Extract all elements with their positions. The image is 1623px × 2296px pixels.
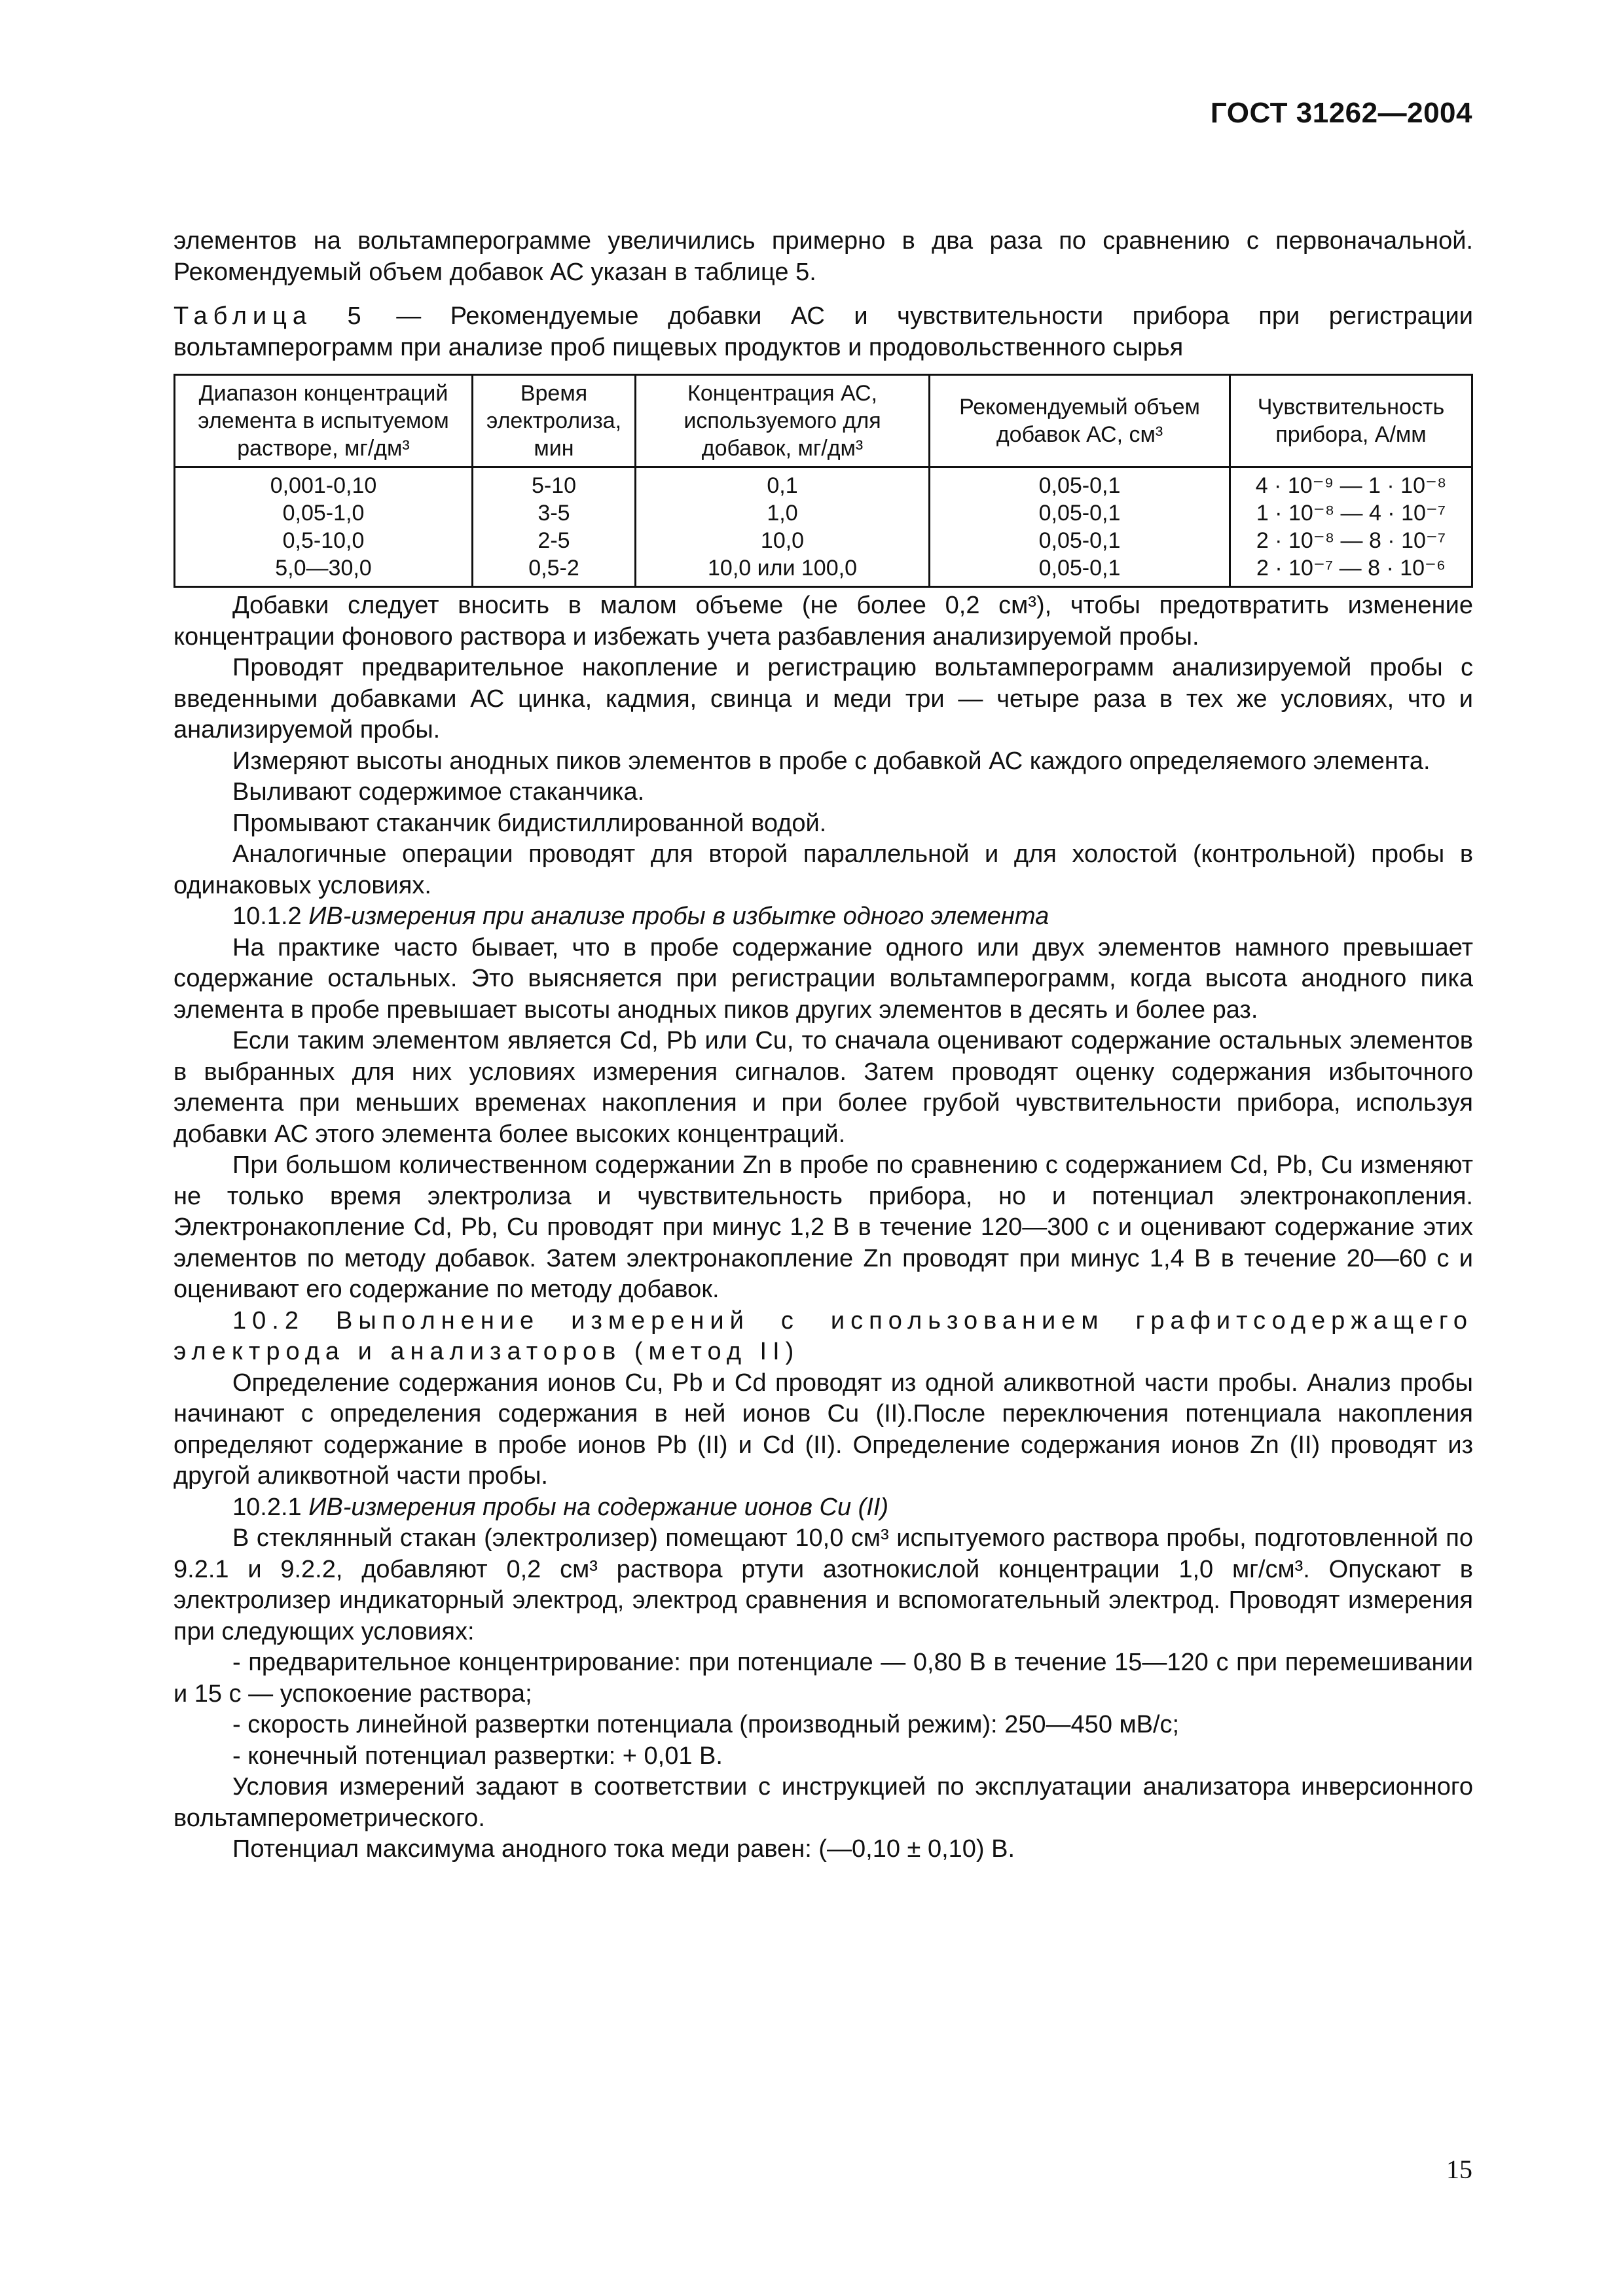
col-sensitivity bbox=[1230, 467, 1472, 587]
paragraph-excess-element: На практике часто бывает, что в пробе содержание одного или двух элементов намного превышает содержание остальных. Это выясняется при регистрации вольтамперограмм, когда высота анодного пика элемента в пробе превышает высоты анодных пиков других элементов в десять и более раз. bbox=[173, 933, 1473, 1024]
header-addition-volume: Рекомендуемый объем добавок АС, см³ bbox=[930, 375, 1230, 467]
table-cell: 1 · 10⁻⁸ — 4 · 10⁻⁷ bbox=[1256, 501, 1446, 526]
paragraph-measure-heights: Измеряют высоты анодных пиков элементов в пробе с добавкой АС каждого определяемого элемента. bbox=[232, 747, 1431, 775]
paragraph-copper-potential: Потенциал максимума анодного тока меди равен: (—0,10 ± 0,10) В. bbox=[232, 1835, 1015, 1863]
table-cell: 5-10 bbox=[531, 473, 577, 498]
col-as-concentration bbox=[636, 467, 930, 587]
header-concentration-range: Диапазон концентраций элемента в испытуемом растворе, мг/дм³ bbox=[175, 375, 473, 467]
table-cell: 0,05-1,0 bbox=[282, 501, 365, 526]
paragraph-accumulation: Проводят предварительное накопление и регистрацию вольтамперограмм анализируемой пробы с введенными добавками АС цинка, кадмия, свинца и меди три — четыре раза в тех же условиях, что и анализируемой пробы. bbox=[173, 654, 1473, 744]
section-10-1-2-heading bbox=[173, 901, 1473, 933]
table-cell: 0,1 bbox=[767, 473, 798, 498]
section-number: 10.2.1 bbox=[232, 1493, 302, 1521]
table-cell: 0,5-10,0 bbox=[282, 528, 365, 553]
table-cell: 10,0 или 100,0 bbox=[708, 556, 857, 581]
table-caption bbox=[173, 301, 1473, 363]
paragraph-method-ii: Определение содержания ионов Cu, Pb и Cd проводят из одной аликвотной части пробы. Анализ пробы начинают с определения содержания в ней ионов Cu (II).После переключения потенциала накопления определяют содержание в пробе ионов Pb (II) и Cd (II). Определение содержания ионов Zn (II) проводят из другой аликвотной части пробы. bbox=[173, 1369, 1473, 1490]
table-cell: 0,05-0,1 bbox=[1038, 501, 1121, 526]
table-cell: 0,05-0,1 bbox=[1038, 473, 1121, 498]
header-as-concentration: Концентрация АС, используемого для добавок, мг/дм³ bbox=[636, 375, 930, 467]
conditions-list bbox=[173, 1647, 1473, 1772]
table-cell: 0,5-2 bbox=[528, 556, 579, 581]
table-cell: 2 · 10⁻⁸ — 8 · 10⁻⁷ bbox=[1256, 528, 1446, 553]
table-cell: 0,001-0,10 bbox=[270, 473, 377, 498]
table-cell: 1,0 bbox=[767, 501, 798, 526]
table-row bbox=[175, 467, 1472, 587]
paragraph-conditions-instruction: Условия измерений задают в соответствии с инструкцией по эксплуатации анализатора инверсионного вольтамперометрического. bbox=[173, 1773, 1473, 1832]
paragraph-cd-pb-cu: Если таким элементом является Cd, Pb или Cu, то сначала оценивают содержание остальных элементов в выбранных для них условиях измерения сигналов. Затем проводят оценку содержания избыточного элемента при меньших временах накопления и при более грубой чувствительности прибора, используя добавки АС этого элемента более высоких концентраций. bbox=[173, 1027, 1473, 1148]
page-number: 15 bbox=[1446, 2155, 1472, 2184]
table-cell: 0,05-0,1 bbox=[1038, 556, 1121, 581]
paragraph-similar-operations: Аналогичные операции проводят для второй параллельной и для холостой (контрольной) пробы в одинаковых условиях. bbox=[173, 840, 1473, 899]
section-10-2-heading: 10.2 Выполнение измерений с использованием графитсодержащего электрода и анализаторов (метод II) bbox=[173, 1306, 1473, 1365]
table-cell: 10,0 bbox=[760, 528, 805, 553]
header-electrolysis-time: Время электролиза, мин bbox=[473, 375, 636, 467]
table-cell: 3-5 bbox=[538, 501, 570, 526]
table-5 bbox=[173, 374, 1473, 588]
table-cell: 0,05-0,1 bbox=[1038, 528, 1121, 553]
section-number: 10.1.2 bbox=[232, 903, 302, 930]
list-item: - предварительное концентрирование: при потенциале — 0,80 В в течение 15—120 с при перемешивании и 15 с — успокоение раствора; bbox=[173, 1649, 1473, 1708]
table-label: Таблица 5 bbox=[173, 302, 367, 330]
paragraph-additions-volume: Добавки следует вносить в малом объеме (не более 0,2 см³), чтобы предотвратить изменение концентрации фонового раствора и избежать учета разбавления анализируемой пробы. bbox=[173, 592, 1473, 651]
section-title: ИВ-измерения при анализе пробы в избытке одного элемента bbox=[308, 903, 1049, 930]
table-cell: 2-5 bbox=[538, 528, 570, 553]
section-10-2-1-heading bbox=[173, 1492, 1473, 1524]
paragraph-electrolyzer: В стеклянный стакан (электролизер) помещают 10,0 см³ испытуемого раствора пробы, подготовленной по 9.2.1 и 9.2.2, добавляют 0,2 см³ раствора ртути азотнокислой концентрации 1,0 мг/см³. Опускают в электролизер индикаторный электрод, электрод сравнения и вспомогательный электрод. Проводят измерения при следующих условиях: bbox=[173, 1524, 1473, 1645]
col-addition-volume bbox=[930, 467, 1230, 587]
table-cell: 4 · 10⁻⁹ — 1 · 10⁻⁸ bbox=[1255, 473, 1447, 498]
paragraph-rinse: Промывают стаканчик бидистиллированной водой. bbox=[232, 809, 827, 837]
paragraph-zinc-content: При большом количественном содержании Zn в пробе по сравнению с содержанием Cd, Pb, Cu изменяют не только время электролиза и чувствительность прибора, но и потенциал электронакопления. Электронакопление Cd, Pb, Cu проводят при минус 1,2 В в течение 120—300 с и оценивают содержание этих элементов по методу добавок. Затем электронакопление Zn проводят при минус 1,4 В в течение 20—60 с и оценивают его содержание по методу добавок. bbox=[173, 1151, 1473, 1303]
table-cell: 5,0—30,0 bbox=[275, 556, 372, 581]
table-title: — Рекомендуемые добавки АС и чувствительности прибора при регистрации вольтамперограмм при анализе проб пищевых продуктов и продовольственного сырья bbox=[173, 302, 1474, 361]
table-cell: 2 · 10⁻⁷ — 8 · 10⁻⁶ bbox=[1256, 556, 1446, 581]
list-item: - конечный потенциал развертки: + 0,01 В. bbox=[232, 1742, 723, 1770]
section-title: ИВ-измерения пробы на содержание ионов Cu (II) bbox=[308, 1493, 889, 1521]
intro-paragraph: элементов на вольтамперограмме увеличились примерно в два раза по сравнению с первоначальной. Рекомендуемый объем добавок АС указан в таблице 5. bbox=[173, 227, 1473, 286]
table-header-row bbox=[175, 375, 1472, 467]
col-concentration-range bbox=[175, 467, 473, 587]
page-content bbox=[173, 226, 1473, 1865]
list-item: - скорость линейной развертки потенциала (производный режим): 250—450 мВ/с; bbox=[232, 1711, 1180, 1738]
col-electrolysis-time bbox=[473, 467, 636, 587]
standard-header: ГОСТ 31262—2004 bbox=[1210, 97, 1472, 129]
paragraph-pour-out: Выливают содержимое стаканчика. bbox=[232, 778, 645, 806]
header-sensitivity: Чувствительность прибора, А/мм bbox=[1230, 375, 1472, 467]
